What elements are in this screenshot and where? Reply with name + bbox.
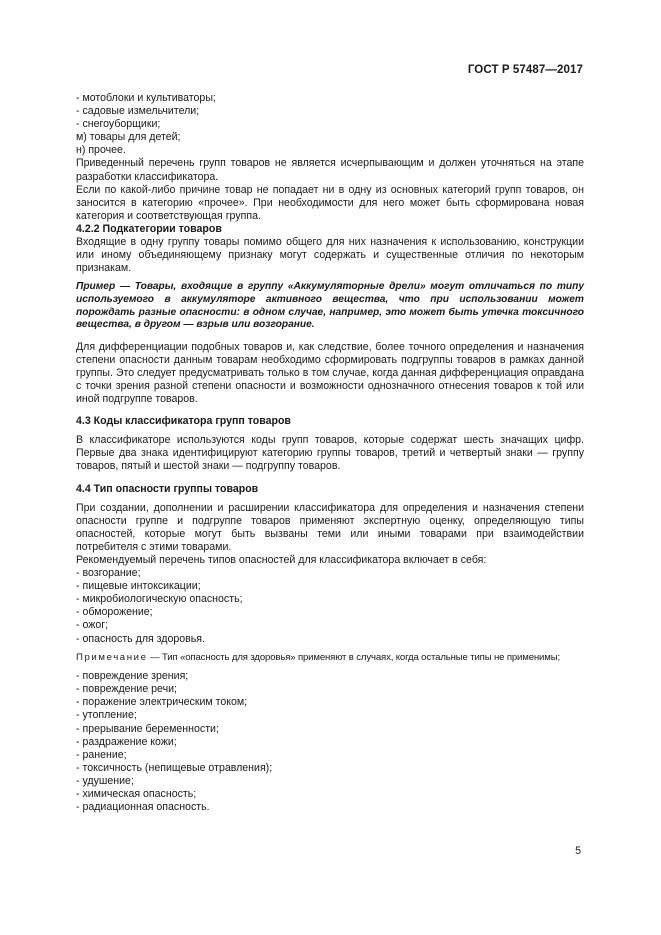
list-item: - ранение; [76,748,127,761]
list-item: - садовые измельчители; [76,105,200,118]
hazards-list-a [76,567,584,646]
paragraph: Входящие в одну группу товары помимо общего для них назначения к использованию, конструкции или иному объединяющему признаку могут содержать и существенные отличия по некоторым признакам. [76,236,584,275]
list-item: - повреждение речи; [76,683,177,696]
list-item: - токсичность (непищевые отравления); [76,761,273,774]
document-body [76,92,584,814]
section-heading-4-4: 4.4 Тип опасности группы товаров [76,482,259,495]
list-item: н) прочее. [76,144,126,157]
example-text: Пример — Товары, входящие в группу «Аккумуляторные дрели» могут отличаться по типу используемого в аккумуляторе активного вещества, что при использовании может порождать разные опасности: в одном случае, например, это может быть утечка токсичного вещества, в другом — взрыв или возгорание. [76,281,584,331]
list-top [76,92,584,157]
list-item: - прерывание беременности; [76,722,219,735]
list-item: м) товары для детей; [76,131,181,144]
list-item: - раздражение кожи; [76,735,177,748]
list-item: - поражение электрическим током; [76,696,248,709]
paragraph: Приведенный перечень групп товаров не является исчерпывающим и должен уточняться на этапе разработки классификатора. [76,157,584,183]
paragraph: При создании, дополнении и расширении классификатора для определения и назначения степени опасности группе и подгруппе товаров применяют экспертную оценку, определяющую типы опасностей, которые могут быть вызваны теми или иными товарами при взаимодействии потребителя с этими товарами. [76,501,584,553]
paragraph: Для дифференциации подобных товаров и, как следствие, более точного определения и назначения степени опасности данным товарам необходимо сформировать подгруппы товаров в рамках данной группы. Это следует предусматривать только в том случае, когда данная дифференциация оправдана с точки зрения разной степени опасности и возможности однозначного отнесения товаров к той или иной подгруппе товаров. [76,340,584,406]
note [76,652,584,665]
list-item: - удушение; [76,774,134,787]
list-item: - возгорание; [76,567,141,580]
list-item: - радиационная опасность. [76,801,210,814]
list-item: - опасность для здоровья. [76,632,205,645]
note-text: — Тип «опасность для здоровья» применяют в случаях, когда остальные типы не применимы; [147,651,560,663]
list-item: - ожог; [76,619,109,632]
list-item: - микробиологическую опасность; [76,593,243,606]
page-number: 5 [575,845,581,857]
list-item: - утопление; [76,709,137,722]
list-item: - повреждение зрения; [76,670,189,683]
paragraph: В классификаторе используются коды групп товаров, которые содержат шесть значащих цифр. Первые два знака идентифицируют категорию группы товаров, третий и четвертый знаки — группу товаров, пятый и шестой знаки — подгруппу товаров. [76,434,584,473]
paragraph: Рекомендуемый перечень типов опасностей для классификатора включает в себя: [76,554,487,566]
document-header: ГОСТ Р 57487—2017 [467,64,583,76]
list-item: - пищевые интоксикации; [76,580,201,593]
list-item: - обморожение; [76,606,153,619]
note-label: Примечание [76,651,148,663]
section-heading-4-3: 4.3 Коды классификатора групп товаров [76,415,291,428]
list-item: - снегоуборщики; [76,118,161,131]
list-item: - химическая опасность; [76,788,197,800]
paragraph: Если по какой-либо причине товар не попадает ни в одну из основных категорий групп товаров, он заносится в категорию «прочее». При необходимости для него может быть сформирована новая категория и соответствующая группа. [76,183,584,222]
section-heading-4-2-2: 4.2.2 Подкатегории товаров [76,222,222,235]
list-item: - мотоблоки и культиваторы; [76,92,216,104]
hazards-list-b [76,670,584,814]
